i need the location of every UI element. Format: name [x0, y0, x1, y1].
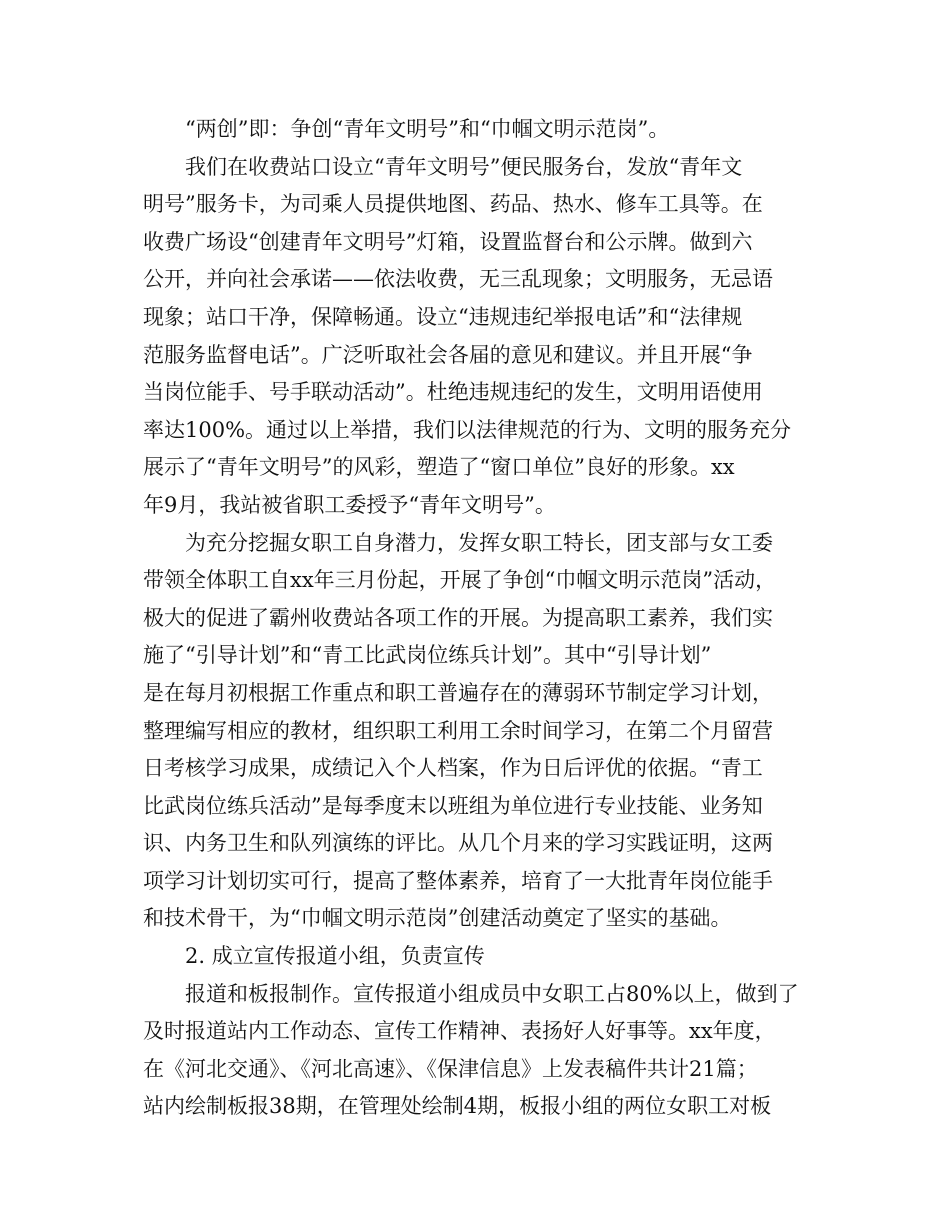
text-line: 施了“引导计划”和“青工比武岗位练兵计划”。其中“引导计划” [143, 643, 712, 668]
text-line: 比武岗位练兵活动”是每季度末以班组为单位进行专业技能、业务知 [143, 793, 763, 818]
text-line: 日考核学习成果，成绩记入个人档案，作为日后评优的依据。“青工 [143, 756, 763, 781]
text-line: 带领全体职工自xx年三月份起，开展了争创“巾帼文明示范岗”活动， [143, 568, 777, 593]
text-line: 率达100%。通过以上举措，我们以法律规范的行为、文明的服务充分 [143, 417, 792, 442]
text-line: 整理编写相应的教材，组织职工利用工余时间学习，在第二个月留营 [143, 718, 773, 743]
text-line: 2. 成立宣传报道小组，负责宣传 [185, 944, 485, 969]
text-line: 站内绘制板报38期，在管理处绘制4期，板报小组的两位女职工对板 [143, 1094, 772, 1119]
text-line: 展示了“青年文明号”的风彩，塑造了“窗口单位”良好的形象。xx [143, 455, 735, 480]
text-line: 范服务监督电话”。广泛听取社会各届的意见和建议。并且开展“争 [143, 342, 753, 367]
text-line: 为充分挖掘女职工自身潜力，发挥女职工特长，团支部与女工委 [185, 530, 773, 555]
text-line: 公开，并向社会承诺——依法收费，无三乱现象；文明服务，无忌语 [143, 267, 773, 292]
text-line: 在《河北交通》、《河北高速》、《保津信息》上发表稿件共计21篇； [143, 1056, 758, 1081]
text-line: 及时报道站内工作动态、宣传工作精神、表扬好人好事等。xx年度， [143, 1019, 776, 1044]
text-line: 我们在收费站口设立“青年文明号”便民服务台，发放“青年文 [185, 154, 743, 179]
text-line: 明号”服务卡，为司乘人员提供地图、药品、热水、修车工具等。在 [143, 192, 763, 217]
text-line: 当岗位能手、号手联动活动”。杜绝违规违纪的发生，文明用语使用 [143, 380, 763, 405]
text-line: “两创”即：争创“青年文明号”和“巾帼文明示范岗”。 [185, 117, 670, 141]
text-line: 现象；站口干净，保障畅通。设立“违规违纪举报电话”和“法律规 [143, 304, 743, 329]
text-line: 是在每月初根据工作重点和职工普遍存在的薄弱环节制定学习计划， [143, 680, 773, 705]
text-line: 报道和板报制作。宣传报道小组成员中女职工占80%以上，做到了 [185, 981, 799, 1006]
text-line: 极大的促进了霸州收费站各项工作的开展。为提高职工素养，我们实 [143, 605, 773, 630]
text-line: 和技术骨干，为“巾帼文明示范岗”创建活动奠定了坚实的基础。 [143, 906, 732, 931]
text-line: 年9月，我站被省职工委授予“青年文明号”。 [143, 492, 556, 517]
text-line: 收费广场设“创建青年文明号”灯箱，设置监督台和公示牌。做到六 [143, 229, 753, 254]
text-line: 识、内务卫生和队列演练的评比。从几个月来的学习实践证明，这两 [143, 831, 773, 856]
body-text [143, 111, 808, 1126]
text-line: 项学习计划切实可行，提高了整体素养，培育了一大批青年岗位能手 [143, 868, 773, 893]
